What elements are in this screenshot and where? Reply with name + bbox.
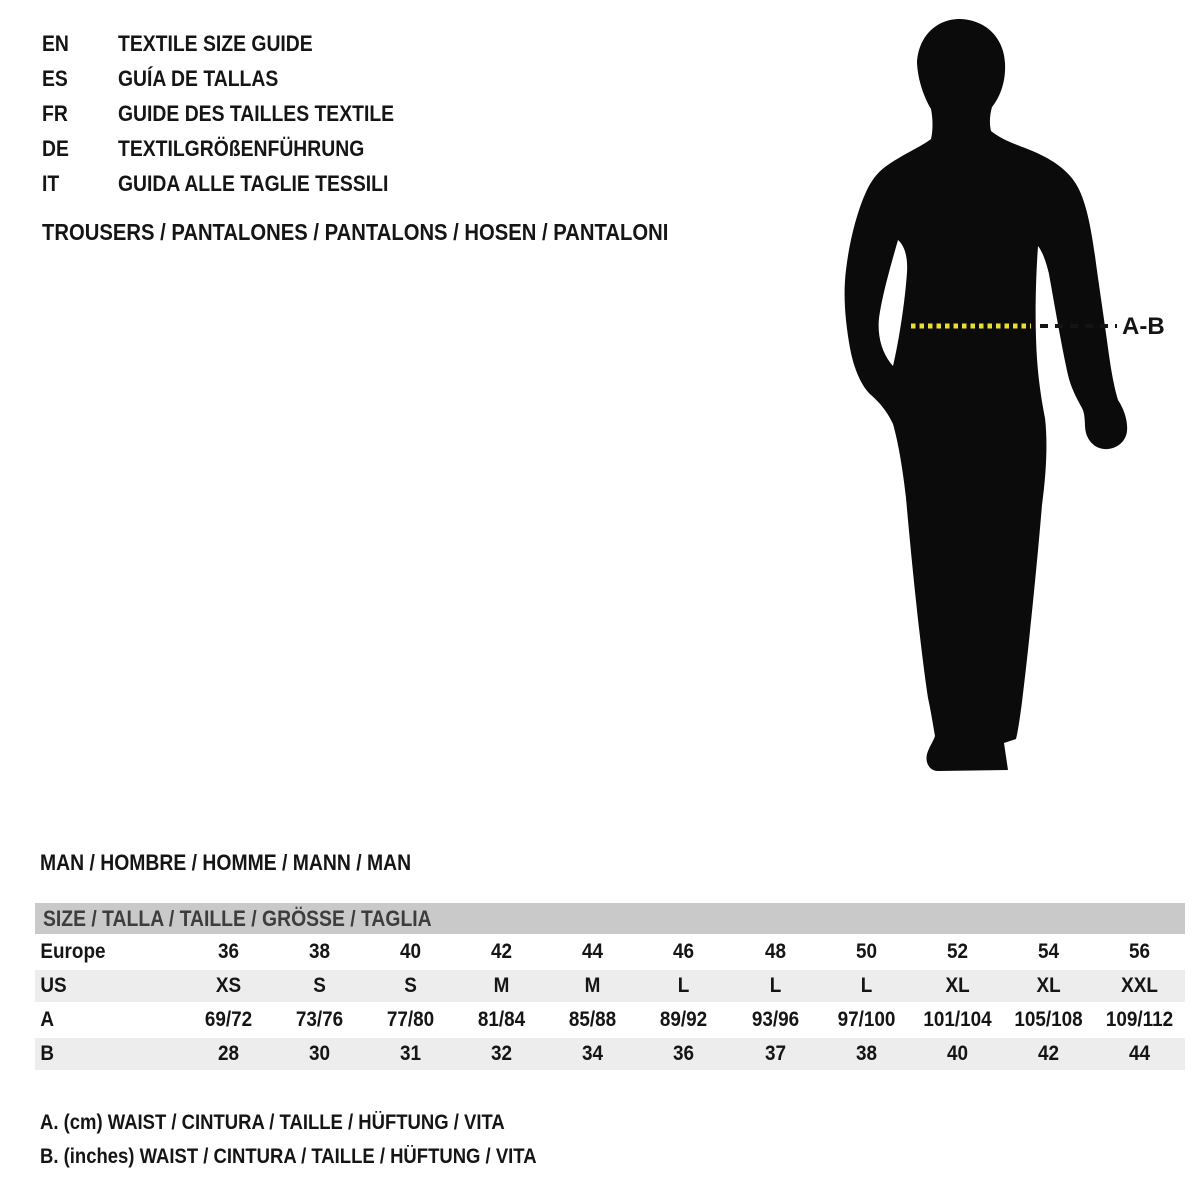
table-row-a-cm	[35, 1002, 1185, 1036]
table-cell: 93/96	[751, 1008, 799, 1031]
table-cell: 42	[491, 940, 513, 963]
language-code: DE	[42, 136, 69, 161]
table-cell: 38	[855, 1042, 877, 1065]
table-row-europe	[35, 934, 1185, 968]
language-code: EN	[42, 31, 69, 56]
table-cell: 101/104	[923, 1008, 992, 1031]
table-cell: 30	[309, 1042, 331, 1065]
table-cell: 46	[673, 940, 695, 963]
table-cell: XS	[215, 974, 242, 997]
category-title-text: TROUSERS / PANTALONES / PANTALONS / HOSEN / PANTALONI	[42, 219, 669, 245]
language-title: GUIDA ALLE TAGLIE TESSILI	[118, 171, 389, 196]
measurement-notes	[40, 1106, 604, 1174]
table-cell: 40	[400, 940, 422, 963]
row-label: B	[40, 1042, 55, 1065]
measure-label-ab: A-B	[1122, 313, 1165, 340]
table-cell: 34	[582, 1042, 604, 1065]
table-cell: XL	[1036, 974, 1061, 997]
language-code: IT	[42, 171, 60, 196]
row-label: Europe	[40, 940, 106, 963]
gender-heading-text: MAN / HOMBRE / HOMME / MANN / MAN	[40, 850, 412, 875]
table-cell: 73/76	[295, 1008, 344, 1031]
language-row-de	[42, 131, 432, 166]
note-a	[40, 1106, 604, 1140]
note-a-text: A. (cm) WAIST / CINTURA / TAILLE / HÜFTUNG / VITA	[40, 1111, 505, 1134]
table-cell: 85/88	[569, 1008, 617, 1031]
table-cell: L	[769, 974, 781, 997]
table-cell: 37	[764, 1042, 786, 1065]
table-cell: 109/112	[1105, 1008, 1174, 1031]
language-row-es	[42, 61, 432, 96]
table-cell: 28	[218, 1042, 240, 1065]
table-cell: 42	[1037, 1042, 1059, 1065]
row-label: A	[40, 1008, 55, 1031]
table-cell: 77/80	[387, 1008, 435, 1031]
table-cell: 89/92	[660, 1008, 708, 1031]
table-cell: 44	[1128, 1042, 1150, 1065]
language-row-fr	[42, 96, 432, 131]
table-cell: S	[313, 974, 326, 997]
row-label: US	[40, 974, 67, 997]
man-silhouette	[845, 19, 1128, 771]
table-cell: L	[860, 974, 872, 997]
language-code: FR	[42, 101, 68, 126]
category-title	[42, 217, 754, 247]
table-cell: M	[585, 974, 601, 997]
size-table-header-bar	[35, 903, 1185, 934]
table-row-b-inches	[35, 1036, 1185, 1070]
language-title: TEXTILE SIZE GUIDE	[118, 31, 313, 56]
table-cell: 69/72	[204, 1008, 253, 1031]
language-title-block	[42, 26, 432, 201]
language-row-en	[42, 26, 432, 61]
table-cell: 48	[764, 940, 786, 963]
table-row-us	[35, 968, 1185, 1002]
language-title: GUÍA DE TALLAS	[118, 66, 279, 91]
table-cell: 36	[218, 940, 240, 963]
table-cell: 36	[673, 1042, 695, 1065]
table-cell: 50	[855, 940, 877, 963]
table-cell: 54	[1037, 940, 1059, 963]
table-cell: L	[678, 974, 690, 997]
man-silhouette-figure	[800, 0, 1200, 800]
table-cell: 44	[582, 940, 604, 963]
gender-heading	[40, 848, 462, 878]
language-title: TEXTILGRÖßENFÜHRUNG	[118, 136, 365, 161]
table-cell: 31	[400, 1042, 422, 1065]
table-cell: 81/84	[478, 1008, 526, 1031]
language-code: ES	[42, 66, 68, 91]
table-cell: 38	[309, 940, 331, 963]
language-title: GUIDE DES TAILLES TEXTILE	[118, 101, 395, 126]
size-table-header-text: SIZE / TALLA / TAILLE / GRÖSSE / TAGLIA	[43, 906, 432, 931]
table-cell: 40	[946, 1042, 968, 1065]
table-cell: XXL	[1121, 974, 1158, 997]
table-cell: 105/108	[1014, 1008, 1083, 1031]
table-cell: XL	[945, 974, 970, 997]
table-cell: 56	[1128, 940, 1150, 963]
table-cell: 52	[946, 940, 968, 963]
table-cell: S	[404, 974, 418, 997]
language-row-it	[42, 166, 432, 201]
table-cell: 32	[491, 1042, 513, 1065]
note-b-text: B. (inches) WAIST / CINTURA / TAILLE / HÜFTUNG / VITA	[40, 1145, 537, 1168]
note-b	[40, 1140, 604, 1174]
size-table	[35, 903, 1185, 1070]
table-cell: 97/100	[837, 1008, 896, 1031]
table-cell: M	[493, 974, 510, 997]
